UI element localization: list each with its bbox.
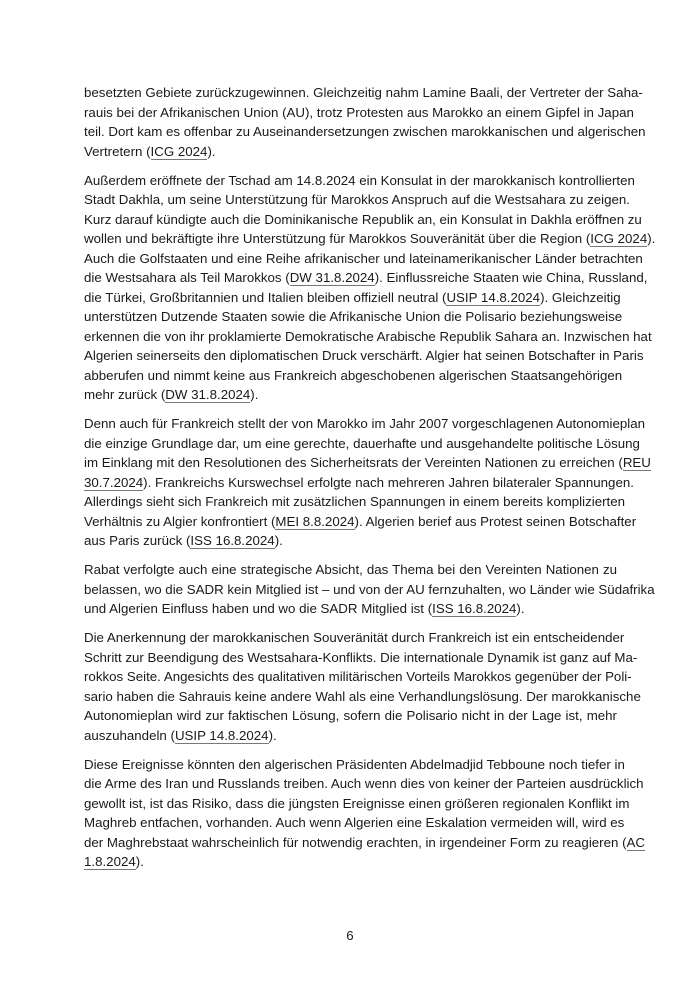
text-line [84,327,652,347]
text-line [84,414,645,434]
text-segment: im Einklang mit den Resolutionen des Sicherheitsrats der Vereinten Nationen zu erreichen ( [84,455,623,470]
text-line [84,473,634,493]
text-line [84,560,617,580]
citation-link[interactable]: USIP 14.8.2024 [446,289,541,305]
text-line [84,288,621,308]
text-segment: ). Gleichzeitig [540,289,621,305]
text-segment: erkennen die von ihr proklamierte Demokratische Arabische Republik Sahara an. Inzwischen hat [84,328,652,344]
text-line [84,794,630,814]
text-segment: Außerdem eröffnete der Tschad am 14.8.2024 ein Konsulat in der marokkanisch kontrollierten [84,172,635,188]
text-segment: Schritt zur Beendigung des Westsahara-Konflikts. Die internationale Dynamik ist ganz auf Ma- [84,649,638,665]
text-segment: ). [207,143,216,159]
citation-link[interactable]: DW 31.8.2024 [289,270,375,285]
text-line [84,385,617,405]
text-segment: aus Paris zurück ( [84,533,191,548]
text-segment: die Arme des Iran und Russlands treiben. Auch wenn dies von keiner der Parteien ausdrücklich [84,776,644,791]
text-segment: ). Algerien berief aus Protest seinen Botschafter [354,513,637,529]
text-line [84,492,626,512]
text-segment: ). [647,231,656,246]
text-line [84,628,625,648]
paragraph [84,83,646,161]
text-segment: Vertretern ( [84,143,151,159]
text-segment: Autonomieplan wird zur faktischen Lösung, sofern die Polisario nicht in der Lage ist, mehr [84,708,617,723]
text-segment: die einzige Grundlage dar, um eine gerechte, dauerhafte und ausgehandelte politische Lösung [84,435,640,451]
citation-link[interactable]: 30.7.2024 [84,474,144,490]
text-line [84,434,640,454]
citation-link[interactable]: AC [626,834,645,850]
citation-link[interactable]: ICG 2024 [590,231,648,246]
text-line [84,852,617,872]
paragraph [84,755,645,872]
text-line [84,366,623,386]
text-line [84,142,617,162]
citation-link[interactable]: ICG 2024 [150,143,208,159]
text-line [84,531,617,551]
text-line [84,122,646,142]
text-line [84,512,637,532]
page-number: 6 [346,928,354,943]
text-segment: Stadt Dakhla, um seine Unterstützung für Marokkos Anspruch auf die Westsahara zu zeigen. [84,192,630,207]
citation-link[interactable]: USIP 14.8.2024 [174,727,269,743]
text-segment: rokkos Seite. Angesichts des qualitativen militärischen Vorteils Marokkos gegenüber der Poli- [84,669,632,684]
text-segment: ). Frankreichs Kurswechsel erfolgte nach mehreren Jahren bilateraler Spannungen. [143,474,634,490]
text-line [84,667,632,687]
text-segment: Kurz darauf kündigte auch die Dominikanische Republik an, ein Konsulat in Dakhla eröffnen zu [84,211,642,227]
text-line [84,755,625,775]
text-line [84,648,638,668]
text-line [84,346,644,366]
paragraph [84,560,655,619]
citation-link[interactable]: ISS 16.8.2024 [432,601,517,616]
text-line [84,307,623,327]
text-segment: Algerien seinerseits den diplomatischen Druck verschärft. Algier hat seinen Botschafter in Paris [84,348,644,363]
text-segment: wollen und bekräftigte ihre Unterstützung für Marokkos Souveränität über die Region ( [84,231,591,246]
text-segment: und Algerien Einfluss haben und wo die SADR Mitglied ist ( [84,601,433,616]
text-segment: auszuhandeln ( [84,727,175,743]
citation-link[interactable]: MEI 8.8.2024 [275,513,355,529]
text-line [84,229,656,249]
text-segment: Die Anerkennung der marokkanischen Souveränität durch Frankreich ist ein entscheidender [84,630,625,645]
paragraph [84,171,656,405]
paragraph [84,628,641,745]
text-segment: teil. Dort kam es offenbar zu Auseinandersetzungen zwischen marokkanischen und algerischen [84,124,646,139]
citation-link[interactable]: 1.8.2024 [84,854,136,869]
text-line [84,580,655,600]
text-line [84,687,641,707]
text-segment: Rabat verfolgte auch eine strategische Absicht, das Thema bei den Vereinten Nationen zu [84,562,617,577]
text-line [84,190,630,210]
text-segment: die Westsahara als Teil Marokkos ( [84,270,290,285]
text-line [84,774,644,794]
text-segment: ). [516,601,525,616]
citation-link[interactable]: ISS 16.8.2024 [190,533,275,548]
paragraph [84,414,651,551]
text-line [84,833,645,853]
text-segment: besetzten Gebiete zurückzugewinnen. Gleichzeitig nahm Lamine Baali, der Vertreter der Saha- [84,85,643,100]
text-segment: Verhältnis zu Algier konfrontiert ( [84,513,276,529]
text-segment: mehr zurück ( [84,387,166,402]
text-line [84,813,625,833]
text-segment: ). [250,387,259,402]
citation-link[interactable]: REU [622,455,651,470]
text-segment: ). [135,854,144,869]
text-line [84,268,648,288]
text-segment: Auch die Golfstaaten und eine Reihe afrikanischer und lateinamerikanischer Länder betrachten [84,250,643,266]
text-segment: ). Einflussreiche Staaten wie China, Russland, [374,270,648,285]
text-segment: Denn auch für Frankreich stellt der von Marokko im Jahr 2007 vorgeschlagenen Autonomieplan [84,416,645,431]
document-body [84,83,656,881]
text-segment: der Maghrebstaat wahrscheinlich für notwendig erachten, in irgendeiner Form zu reagieren ( [84,834,627,850]
citation-link[interactable]: DW 31.8.2024 [165,387,251,402]
text-segment: Diese Ereignisse könnten den algerischen Präsidenten Abdelmadjid Tebboune noch tiefer in [84,756,625,772]
text-segment: gewollt ist, ist das Risiko, dass die jüngsten Ereignisse einen größeren regionalen Konflikt im [84,795,630,811]
text-segment: die Türkei, Großbritannien und Italien bleiben offiziell neutral ( [84,289,447,305]
text-line [84,599,617,619]
text-segment: sario haben die Sahrauis keine andere Wahl als eine Verhandlungslösung. Der marokkanische [84,688,641,704]
text-segment: ). [274,533,283,548]
text-segment: abberufen und nimmt keine aus Frankreich abgeschobenen algerischen Staatsangehörigen [84,367,623,383]
text-line [84,249,643,269]
text-line [84,103,634,123]
text-line [84,706,617,726]
text-line [84,210,642,230]
text-segment: belassen, wo die SADR kein Mitglied ist – und von der AU fernzuhalten, wo Länder wie Südafrika [84,581,655,597]
text-segment: Maghreb entfachen, vorhanden. Auch wenn Algerien eine Eskalation vermeiden will, wird es [84,815,625,830]
text-segment: rauis bei der Afrikanischen Union (AU), trotz Protesten aus Marokko an einem Gipfel in Japan [84,104,634,120]
text-line [84,83,643,103]
text-segment: unterstützen Dutzende Staaten sowie die Afrikanische Union die Polisario beziehungsweise [84,309,623,324]
text-line [84,453,651,473]
text-segment: Allerdings sieht sich Frankreich mit zusätzlichen Spannungen in einem bereits komplizierten [84,494,626,509]
text-line [84,726,617,746]
text-segment: ). [268,727,277,743]
text-line [84,171,635,191]
